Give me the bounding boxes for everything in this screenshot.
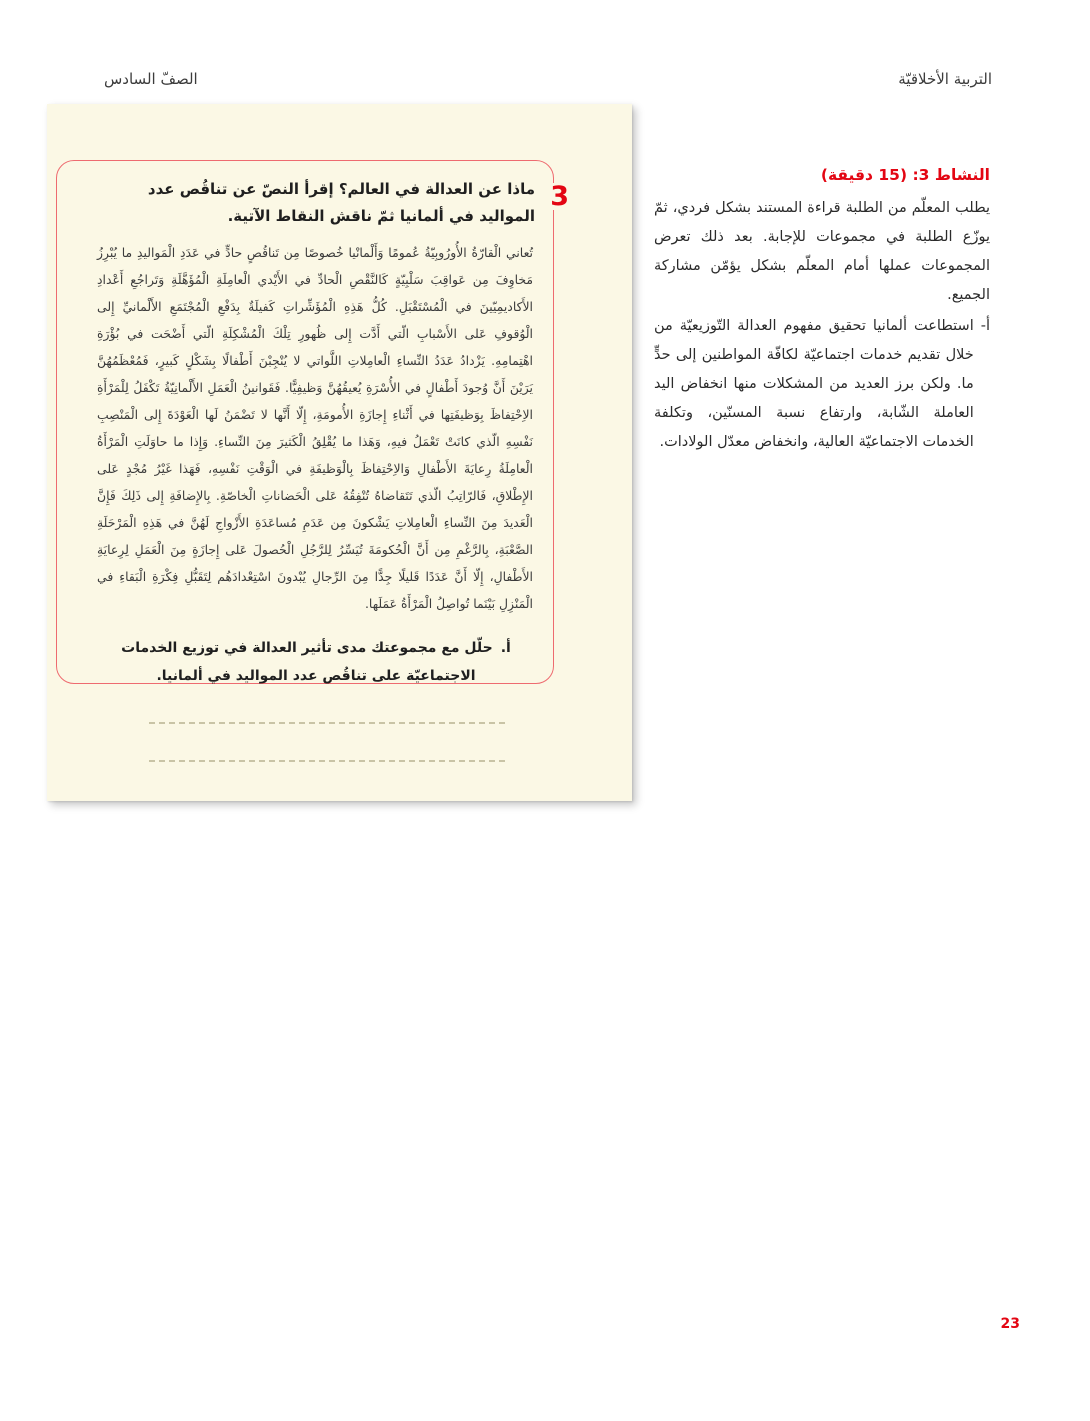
worksheet-box-content xyxy=(57,161,553,762)
worksheet-task-text: حلّل مع مجموعتك مدى تأثير العدالة في توزيع الخدمات الاجتماعيّة على تناقُص عدد المواليد في ألمانيا. xyxy=(121,640,493,684)
activity-panel xyxy=(654,166,990,457)
answer-line-2 xyxy=(149,760,505,762)
answer-line-1 xyxy=(149,722,505,724)
header-subject: التربية الأخلاقيّة xyxy=(898,70,992,88)
worksheet-reading-passage: تُعاني الْقارّةُ الأُورُوبِيّةُ عُمومًا وَأَلْمانْيا خُصوصًا مِن تَناقُصٍ حادٍّ في عَدَدِ الْمَواليدِ ما يُبْرِزُ مَخاوِفَ مِن عَواقِبَ سَلْبِيّةٍ كَالنَّقْصِ الْحادِّ في الأَيْدي الْعامِلَةِ الْمُؤَهَّلَةِ وَتَراجُعِ أَعْدادِ الأَكاديمِيّينَ في الْمُسْتَقْبَلِ. كُلُّ هَذِهِ الْمُؤَشِّراتِ كَفيلَةٌ بِدَفْعِ الْمُجْتَمَعِ الأَلْمانيِّ إِلى الْوُقوفِ عَلى الأَسْبابِ الّتي أَدَّت إِلى ظُهورِ تِلْكَ الْمُشْكِلَةِ الّتي أَضْحَت في بُؤْرَةِ اهْتِمامِهِ. يَزْدادُ عَدَدُ النِّساءِ الْعامِلاتِ اللَّواتي لا يُنْجِبْنَ أَطْفالًا بِشَكْلٍ كَبيرٍ، فَمُعْظَمُهُنَّ يَرَيْنَ أَنَّ وُجودَ أَطْفالٍ في الأُسْرَةِ يُعيقُهُنَّ وَظيفِيًّا. فَقَوانينُ الْعَمَلِ الأَلْمانِيّةُ تَكْفَلُ لِلْمَرْأَةِ الاِحْتِفاظَ بِوَظيفَتِها في أَثْناءِ إِجازَةِ الأُمومَةِ، إِلّا أَنَّها لا تَضْمَنُ لَها الْعَوْدَةَ إِلى الْمَنْصِبِ نَفْسِهِ الّذي كانَتْ تَعْمَلُ فيهِ، وَهَذا ما يُقْلِقُ الْكَثيرَ مِنَ النِّساءِ. وَإِذا ما حاوَلَتِ الْمَرْأَةُ الْعامِلَةُ رِعايَةَ الأَطْفالِ وَالاِحْتِفاظَ بِالْوَظيفَةِ في الْوَقْتِ نَفْسِهِ، فَهَذا غَيْرُ مُجْدٍ عَلى الإِطْلاقِ، فَالرّاتِبُ الّذي تَتَقاضاهُ تُنْفِقُهُ عَلى الْحَضاناتِ الْخاصّةِ. بِالإِضافَةِ إِلى ذَلِكَ فَإِنَّ الْعَديدَ مِنَ النِّساءِ الْعامِلاتِ يَشْكونَ مِن عَدَمِ مُساعَدَةِ الأَزْواجِ لَهُنَّ في هَذِهِ الْمَرْحَلَةِ الصَّعْبَةِ، بِالرَّغْمِ مِن أَنَّ الْحُكومَةَ تُيَسِّرُ لِلرَّجُلِ الْحُصولَ عَلى إِجازَةٍ مِنَ الْعَمَلِ لِرِعايَةِ الأَطْفالِ، إِلّا أَنَّ عَدَدًا قَليلًا جِدًّا مِنَ الرِّجالِ يُبْدونَ اسْتِعْدادَهُم لِتَقَبُّلِ فِكْرَةِ الْبَقاءِ في الْمَنْزِلِ بَيْنَما تُواصِلُ الْمَرْأَةُ عَمَلَها. xyxy=(97,245,533,612)
worksheet-item-number: 3 xyxy=(546,183,573,210)
activity-title: النشاط 3: (15 دقيقة) xyxy=(820,166,990,184)
worksheet-task-marker: أ. xyxy=(500,640,511,657)
activity-item-marker: أ- xyxy=(980,318,990,334)
header-grade: الصفّ السادس xyxy=(104,70,198,88)
worksheet-question-box xyxy=(56,160,569,684)
worksheet-question-heading: ماذا عن العدالة في العالم؟ إقرأ النصّ عن تناقُص عدد المواليد في ألمانيا ثمّ ناقش النقاط الآتية. xyxy=(147,180,535,225)
worksheet-task xyxy=(97,635,535,690)
activity-answer-item xyxy=(654,312,990,457)
activity-answer-text: استطاعت ألمانيا تحقيق مفهوم العدالة التّوزيعيّة من خلال تقديم خدمات اجتماعيّة لكافّة المواطنين إلى حدٍّ ما. ولكن برز العديد من المشكلات منها انخفاض اليد العاملة الشّابة، وارتفاع نسبة المسنّين، وتكلفة الخدمات الاجتماعيّة العالية، وانخفاض معدّل الولادات. xyxy=(654,318,974,450)
worksheet-scan-page xyxy=(47,104,632,801)
activity-instructions: يطلب المعلّم من الطلبة قراءة المستند بشكل فردي، ثمّ يوزّع الطلبة في مجموعات للإجابة. بعد ذلك تعرض المجموعات عملها أمام المعلّم بشكل يؤمّن مشاركة الجميع. xyxy=(654,200,990,303)
page-number: 23 xyxy=(1000,1316,1020,1332)
